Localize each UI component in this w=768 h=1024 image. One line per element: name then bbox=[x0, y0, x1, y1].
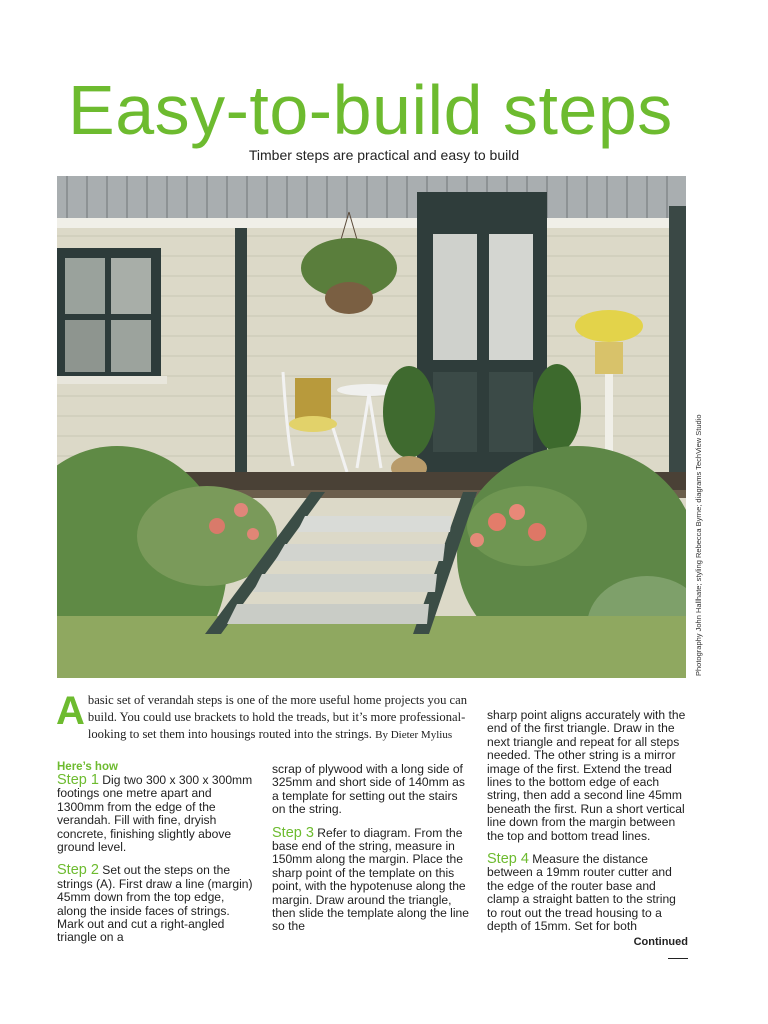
column-2 bbox=[272, 763, 472, 944]
verandah-steps-photo bbox=[57, 176, 686, 678]
step-1-text: Dig two 300 x 300 x 300mm footings one metre apart and 1300mm from the edge of the verandah. Fill with fine, dryish concrete, finishing slightly above ground level. bbox=[57, 773, 253, 855]
byline: By Dieter Mylius bbox=[375, 729, 453, 741]
column-1 bbox=[57, 761, 257, 955]
step-2-continued-text: scrap of plywood with a long side of 325mm and short side of 140mm as a template for setting out the stairs on the string. bbox=[272, 762, 465, 817]
column-3 bbox=[487, 709, 687, 944]
intro-text: basic set of verandah steps is one of the more useful home projects you can build. You could use brackets to hold the treads, but it’s more professional-looking to set them into housings routed into the strings. bbox=[87, 693, 467, 741]
photo-credit: Photography John Hallhate; styling Rebecca Byrne; diagrams TechView Studio bbox=[694, 414, 703, 676]
step-2-continued bbox=[272, 763, 472, 817]
step-3-continued bbox=[487, 709, 687, 843]
step-4 bbox=[487, 853, 687, 933]
step-1-label: Step 1 bbox=[57, 772, 99, 788]
heres-how-heading: Here’s how bbox=[57, 761, 118, 773]
step-3 bbox=[272, 824, 472, 934]
article-subtitle: Timber steps are practical and easy to build bbox=[248, 147, 520, 163]
continued-rule bbox=[668, 958, 688, 959]
article-title: Easy-to-build steps bbox=[68, 71, 673, 149]
step-4-label: Step 4 bbox=[487, 851, 529, 868]
step-1 bbox=[57, 774, 257, 854]
step-2-text: Set out the steps on the strings (A). First draw a line (margin) 45mm down from the top edge, along the inside faces of strings. Mark out and cut a right-angled triangle on a bbox=[57, 863, 253, 945]
intro-paragraph bbox=[56, 689, 472, 744]
step-2-label: Step 2 bbox=[57, 862, 99, 879]
step-3-text: Refer to diagram. From the base end of the string, measure in 150mm along the margin. Place the sharp point of the template on this point, with the hypotenuse along the margin. Draw around the triangle, then slide the template along the line so the bbox=[272, 825, 469, 934]
step-3-continued-text: sharp point aligns accurately with the end of the first triangle. Draw in the next triangle and repeat for all steps needed. The other string is a mirror image of the first. Extend the tread lines to the bottom edge of each string, then add a second line 45mm beneath the first. Run a short vertical line down from the margin between the top and bottom tread lines. bbox=[487, 708, 686, 843]
continued-label: Continued bbox=[633, 936, 688, 948]
step-3-label: Step 3 bbox=[272, 824, 314, 841]
drop-cap: A bbox=[56, 689, 85, 733]
step-4-text: Measure the distance between a 19mm router cutter and the edge of the router base and clamp a straight batten to the string to rout out the tread housing to a depth of 15mm. Set for both bbox=[487, 852, 676, 934]
step-2 bbox=[57, 864, 257, 944]
